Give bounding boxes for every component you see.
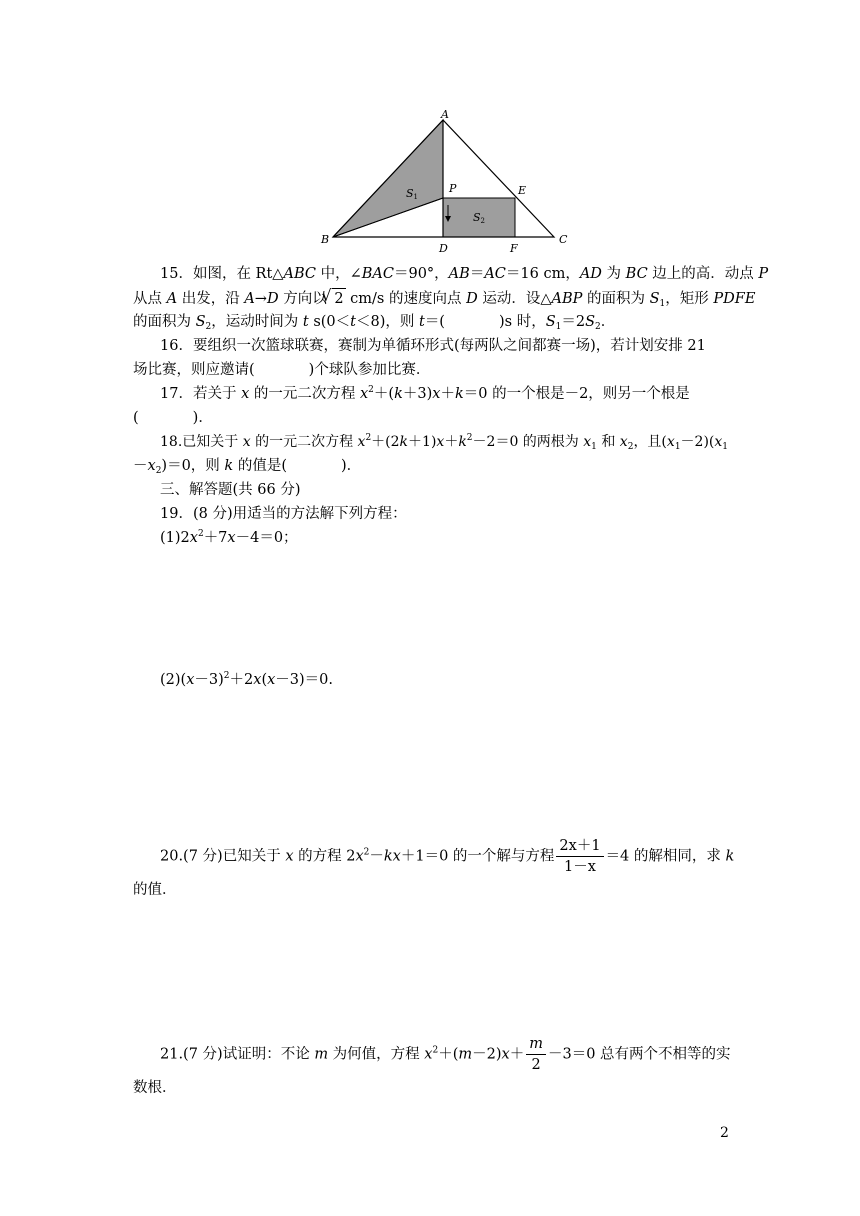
label-p: P — [449, 182, 457, 195]
q19-part-2: $(2)(x-3)^2+2x(x-3)=0$. — [160, 671, 334, 688]
page-number: 2 — [720, 1125, 729, 1141]
label-f: F — [510, 242, 518, 255]
label-a: A — [441, 108, 449, 121]
label-s2: S2 — [473, 211, 486, 225]
q18-line-1: 18.已知关于 x 的一元二次方程 $x^2+(2k+1)x+k^2-2=0$ 的两根为 $x_1$ 和 $x_2$，且$(x_1-2)(x_1$ — [160, 433, 729, 452]
fraction-m-over-2: $\frac{m}{2}$ — [526, 1034, 546, 1075]
label-s1: S1 — [406, 187, 419, 201]
q21-line-2: 数根． — [133, 1080, 177, 1096]
label-e: E — [518, 184, 527, 197]
q18-line-2: $-x_2)=0$，则 k 的值是( )． — [133, 458, 362, 476]
triangle-figure — [310, 108, 580, 255]
section-heading: 三、解答题(共 66 分) — [160, 482, 301, 498]
label-c: C — [559, 233, 568, 246]
q17-line-1: 17．若关于 x 的一元二次方程 $x^2+(k+3)x+k=0$ 的一个根是－2，则另一个根是 — [160, 385, 690, 402]
q15-line-3: 的面积为 $S_2$，运动时间为 t s(0＜t＜8)，则 t＝( )s 时，$S_1=2S_2$． — [133, 314, 616, 332]
q15-line-2: 从点 A 出发，沿 A→D 方向以 √ 2 cm/s 的速度向点 D 运动．设△ABP 的面积为 $S_1$，矩形 PDFE — [133, 288, 755, 309]
q20-line-1: 20.(7 分)已知关于 x 的方程 $2x^2-kx+1=0$ 的一个解与方程 $\frac{2x+1}{1-x}$ ＝4 的解相同，求 k — [160, 838, 735, 875]
q17-line-2: ( )． — [133, 410, 213, 426]
q21-line-1: 21.(7 分)试证明：不论 m 为何值，方程 $x^2+(m-2)x+$ $\frac{m}{2}$ －3＝0 总有两个不相等的实 — [160, 1036, 731, 1073]
fraction-2x-plus-1-over-1-minus-x: $\frac{2x+1}{1-x}$ — [556, 836, 603, 877]
q20-line-2: 的值． — [133, 882, 177, 898]
label-b: B — [321, 233, 330, 246]
label-d: D — [439, 242, 448, 255]
q19-part-1: $(1)2x^2+7x-4=0$； — [160, 529, 298, 546]
q16-line-1: 16．要组织一次篮球联赛，赛制为单循环形式(每两队之间都赛一场)，若计划安排 21 — [160, 338, 706, 354]
q15-line-1: 15．如图，在 Rt△ABC 中，∠BAC＝90°，AB＝AC＝16 cm，AD 为 BC 边上的高．动点 P — [160, 266, 769, 282]
sqrt-2: √ 2 — [332, 288, 345, 309]
q16-line-2: 场比赛，则应邀请( )个球队参加比赛． — [133, 362, 431, 378]
q19-heading: 19．(8 分)用适当的方法解下列方程： — [160, 506, 407, 522]
